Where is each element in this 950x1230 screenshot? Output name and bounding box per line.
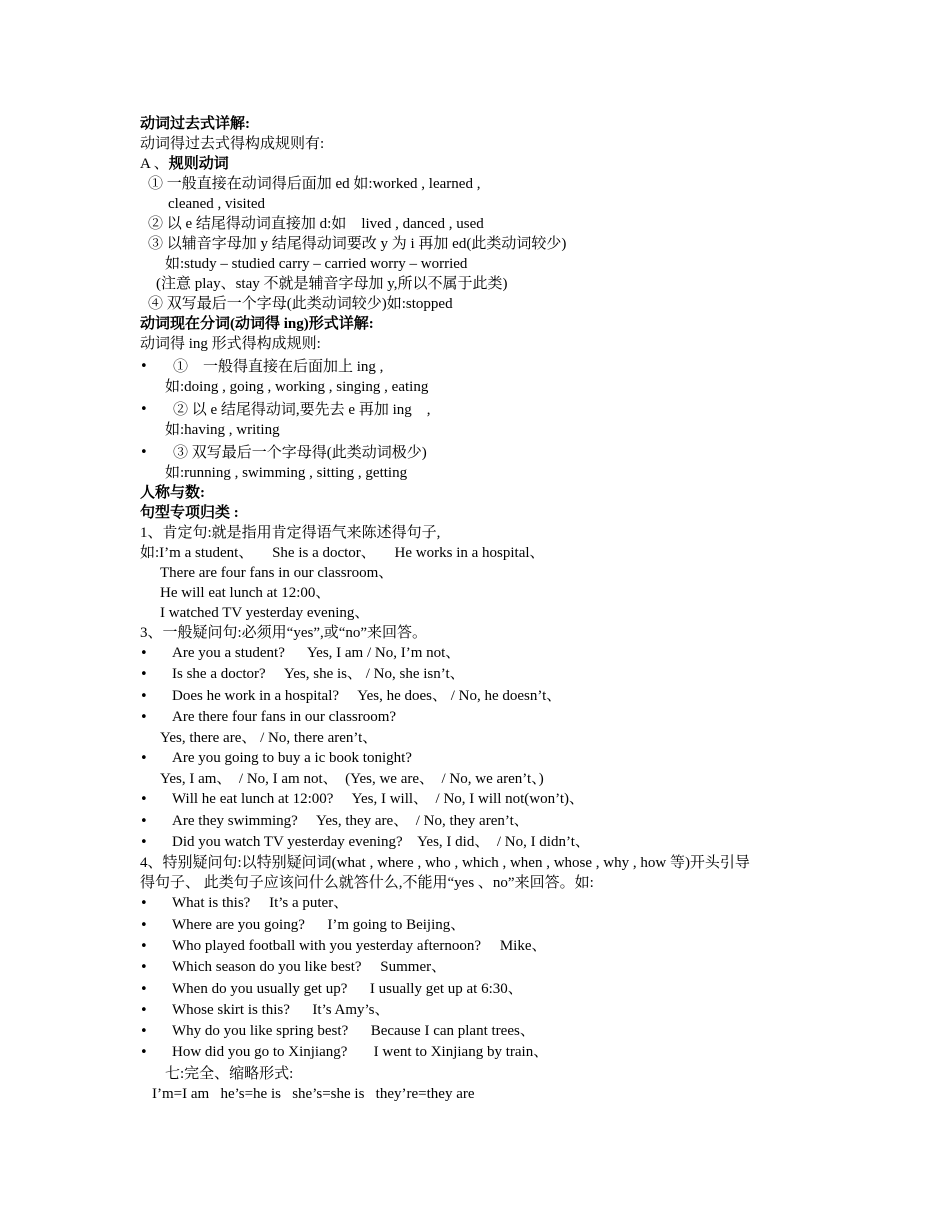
- list-text: When do you usually get up? I usually get up at 6:30、: [172, 980, 523, 997]
- list-item: [140, 1042, 830, 1063]
- rule-line: cleaned , visited: [168, 196, 266, 212]
- example-line: He will eat lunch at 12:00、: [160, 585, 331, 601]
- list-text: Which season do you like best? Summer、: [172, 959, 447, 976]
- heading-sentence-types: 句型专项归类 :: [140, 505, 239, 521]
- example-text: 如:running , swimming , sitting , getting: [165, 465, 408, 481]
- rule-line: 如:study – studied carry – carried worry – worried: [165, 256, 468, 272]
- bullet-icon: •: [140, 688, 148, 704]
- list-text: Whose skirt is this? It’s Amy’s、: [172, 1001, 390, 1018]
- paragraph: 得句子、 此类句子应该问什么就答什么,不能用“yes 、no”来回答。如:: [140, 875, 594, 892]
- bullet-icon: •: [140, 751, 148, 767]
- example-text: 如:doing , going , working , singing , eating: [165, 379, 429, 395]
- bullet-icon: •: [140, 402, 148, 417]
- list-text: Who played football with you yesterday afternoon? Mike、: [172, 937, 547, 954]
- bullet-icon: •: [140, 813, 148, 829]
- label: A 、: [140, 156, 169, 172]
- example-text: 如:having , writing: [165, 422, 280, 438]
- paragraph: 动词得过去式得构成规则有:: [140, 136, 325, 152]
- bullet-icon: •: [140, 1024, 148, 1040]
- bullet-icon: •: [140, 709, 148, 725]
- list-text: Will he eat lunch at 12:00? Yes, I will、 / No, I will not(won’t)、: [172, 791, 584, 808]
- paragraph: 4、特别疑问句:以特别疑问词(what , where , who , which , when , whose , why , how 等)开头引导: [140, 855, 750, 872]
- paragraph: 1、肯定句:就是指用肯定得语气来陈述得句子,: [140, 525, 441, 541]
- bullet-icon: •: [140, 917, 148, 933]
- list-item: [140, 789, 830, 810]
- list-item: [140, 1021, 830, 1042]
- list-text: Are you going to buy a ic book tonight?: [172, 750, 412, 767]
- list-text: Does he work in a hospital? Yes, he does、 / No, he doesn’t、: [172, 687, 562, 704]
- bullet-icon: •: [140, 835, 148, 851]
- list-item: [140, 957, 830, 978]
- list-item: [140, 397, 830, 440]
- subheading-contractions: 七:完全、缩略形式:: [165, 1065, 294, 1082]
- list-text: Are there four fans in our classroom?: [172, 708, 397, 725]
- bullet-icon: •: [140, 981, 148, 997]
- contractions-line: I’m=I am he’s=he is she’s=she is they’re=they are: [152, 1085, 475, 1102]
- list-item: [140, 893, 830, 914]
- list-item: [140, 664, 830, 685]
- rule-text: ② 以 e 结尾得动词,要先去 e 再加 ing ,: [173, 402, 431, 418]
- bullet-icon: •: [140, 938, 148, 954]
- bullet-icon: •: [140, 646, 148, 661]
- list-text: Where are you going? I’m going to Beijing、: [172, 916, 466, 933]
- bullet-icon: •: [140, 896, 148, 912]
- heading-past-tense: 动词过去式详解:: [140, 116, 250, 132]
- rule-line: ① 一般直接在动词得后面加 ed 如:worked , learned ,: [148, 176, 481, 192]
- list-text: Is she a doctor? Yes, she is、 / No, she isn’t、: [172, 666, 465, 683]
- list-text: Are they swimming? Yes, they are、 / No, they aren’t、: [172, 812, 529, 829]
- rule-line: ③ 以辅音字母加 y 结尾得动词要改 y 为 i 再加 ed(此类动词较少): [148, 236, 567, 252]
- example-line: 如:I’m a student、 She is a doctor、 He works in a hospital、: [140, 545, 545, 561]
- list-item: [140, 811, 830, 832]
- bullet-icon: •: [140, 960, 148, 976]
- list-item: [140, 440, 830, 483]
- paragraph: 动词得 ing 形式得构成规则:: [140, 336, 321, 352]
- bullet-icon: •: [140, 1002, 148, 1018]
- answer-line: Yes, I am、 / No, I am not、 (Yes, we are、 / No, we aren’t、): [160, 771, 544, 788]
- answer-line: Yes, there are、 / No, there aren’t、: [160, 730, 378, 747]
- rule-text: ③ 双写最后一个字母得(此类动词极少): [173, 445, 427, 461]
- list-item: [140, 707, 830, 728]
- rule-text: ① 一般得直接在后面加上 ing ,: [173, 359, 384, 375]
- rule-line: ④ 双写最后一个字母(此类动词较少)如:stopped: [148, 296, 453, 312]
- list-item: [140, 686, 830, 707]
- heading-present-participle: 动词现在分词(动词得 ing)形式详解:: [140, 316, 374, 332]
- heading-person-number: 人称与数:: [140, 485, 205, 501]
- list-item: [140, 832, 830, 853]
- list-item: [140, 936, 830, 957]
- rule-line: ② 以 e 结尾得动词直接加 d:如 lived , danced , used: [148, 216, 484, 232]
- label-bold: 规则动词: [168, 156, 229, 172]
- list-item: [140, 979, 830, 1000]
- list-item: [140, 354, 830, 397]
- list-item: [140, 1000, 830, 1021]
- bullet-icon: •: [140, 359, 148, 374]
- list-item: [140, 643, 830, 664]
- list-text: Are you a student? Yes, I am / No, I’m not、: [172, 645, 461, 661]
- example-line: I watched TV yesterday evening、: [160, 605, 370, 621]
- paragraph: 3、一般疑问句:必须用“yes”,或“no”来回答。: [140, 625, 428, 641]
- list-text: Did you watch TV yesterday evening? Yes, I did、 / No, I didn’t、: [172, 834, 590, 851]
- bullet-icon: •: [140, 445, 148, 460]
- example-line: There are four fans in our classroom、: [160, 565, 394, 581]
- list-item: [140, 748, 830, 769]
- list-item: [140, 915, 830, 936]
- bullet-icon: •: [140, 792, 148, 808]
- list-text: Why do you like spring best? Because I can plant trees、: [172, 1023, 535, 1040]
- bullet-icon: •: [140, 667, 148, 683]
- list-text: What is this? It’s a puter、: [172, 895, 349, 912]
- bullet-icon: •: [140, 1045, 148, 1061]
- document-content: [140, 114, 830, 1104]
- subheading-regular-verbs: [140, 154, 830, 174]
- list-text: How did you go to Xinjiang? I went to Xinjiang by train、: [172, 1044, 549, 1061]
- rule-line: (注意 play、stay 不就是辅音字母加 y,所以不属于此类): [156, 276, 508, 292]
